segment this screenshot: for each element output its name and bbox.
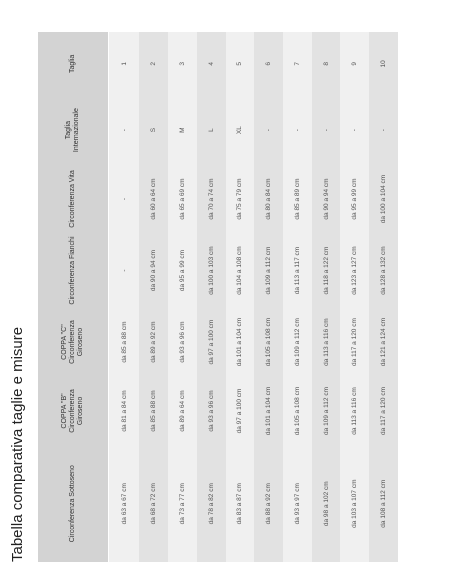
cell-taglia: 7: [283, 32, 312, 96]
cell-taglia: 5: [226, 32, 255, 96]
cell-sottoseno: da 103 a 107 cm: [340, 445, 369, 562]
cell-fianchi: da 90 a 94 cm: [139, 233, 168, 307]
table-row: [168, 32, 197, 562]
cell-sottoseno: da 78 a 82 cm: [197, 445, 226, 562]
column-header-coppa-b: COPPA "B" Circonferenza Giroseno: [38, 377, 109, 446]
table-row: [312, 32, 341, 562]
cell-coppa-c: da 101 a 104 cm: [226, 308, 255, 377]
cell-taglia: 3: [168, 32, 197, 96]
table-row: [340, 32, 369, 562]
cell-coppa-b: da 81 a 84 cm: [109, 377, 140, 446]
cell-coppa-c: da 97 a 100 cm: [197, 308, 226, 377]
cell-taglia: 9: [340, 32, 369, 96]
column-header-coppa-c: COPPA "C" Circonferenza Giroseno: [38, 308, 109, 377]
cell-sottoseno: da 93 a 97 cm: [283, 445, 312, 562]
cell-vita: da 90 a 94 cm: [312, 165, 341, 234]
table-row: [109, 32, 140, 562]
cell-taglia: 2: [139, 32, 168, 96]
page-title: Tabella comparativa taglie e misure: [9, 326, 26, 562]
cell-coppa-c: da 121 a 124 cm: [369, 308, 398, 377]
cell-vita: da 100 a 104 cm: [369, 165, 398, 234]
cell-coppa-c: da 93 a 96 cm: [168, 308, 197, 377]
cell-vita: da 65 a 69 cm: [168, 165, 197, 234]
cell-vita: da 95 a 99 cm: [340, 165, 369, 234]
cell-vita: da 70 a 74 cm: [197, 165, 226, 234]
cell-coppa-b: da 105 a 108 cm: [283, 377, 312, 446]
table-row: [254, 32, 283, 562]
cell-coppa-b: da 97 a 100 cm: [226, 377, 255, 446]
table-row: [197, 32, 226, 562]
column-header-fianchi: Circonferenza Fianchi: [38, 233, 109, 307]
cell-sottoseno: da 68 a 72 cm: [139, 445, 168, 562]
cell-fianchi: da 100 a 103 cm: [197, 233, 226, 307]
cell-coppa-c: da 117 a 120 cm: [340, 308, 369, 377]
cell-taglia: 4: [197, 32, 226, 96]
cell-taglia-internazionale: -: [312, 96, 341, 165]
cell-fianchi: da 123 a 127 cm: [340, 233, 369, 307]
cell-coppa-c: da 113 a 116 cm: [312, 308, 341, 377]
cell-taglia-internazionale: M: [168, 96, 197, 165]
cell-taglia-internazionale: -: [340, 96, 369, 165]
column-header-taglia: Taglia: [38, 32, 109, 96]
column-header-vita: Circonferenza Vita: [38, 165, 109, 234]
cell-coppa-c: da 105 a 108 cm: [254, 308, 283, 377]
cell-taglia-internazionale: -: [369, 96, 398, 165]
cell-fianchi: da 118 a 122 cm: [312, 233, 341, 307]
cell-sottoseno: da 63 a 67 cm: [109, 445, 140, 562]
cell-taglia-internazionale: -: [283, 96, 312, 165]
cell-coppa-c: da 85 a 88 cm: [109, 308, 140, 377]
cell-coppa-c: da 89 a 92 cm: [139, 308, 168, 377]
cell-coppa-b: da 89 a 64 cm: [168, 377, 197, 446]
cell-vita: da 80 a 84 cm: [254, 165, 283, 234]
cell-fianchi: da 113 a 117 cm: [283, 233, 312, 307]
cell-taglia-internazionale: -: [254, 96, 283, 165]
table-row: [283, 32, 312, 562]
cell-taglia: 8: [312, 32, 341, 96]
cell-coppa-b: da 93 a 96 cm: [197, 377, 226, 446]
cell-fianchi: da 109 a 112 cm: [254, 233, 283, 307]
cell-sottoseno: da 108 a 112 cm: [369, 445, 398, 562]
cell-fianchi: da 95 a 99 cm: [168, 233, 197, 307]
cell-fianchi: da 104 a 108 cm: [226, 233, 255, 307]
cell-taglia: 6: [254, 32, 283, 96]
cell-sottoseno: da 88 a 92 cm: [254, 445, 283, 562]
size-table: [38, 32, 398, 562]
cell-fianchi: da 128 a 132 cm: [369, 233, 398, 307]
table-row: [226, 32, 255, 562]
cell-coppa-c: da 109 a 112 cm: [283, 308, 312, 377]
cell-sottoseno: da 83 a 87 cm: [226, 445, 255, 562]
cell-vita: da 85 a 89 cm: [283, 165, 312, 234]
cell-coppa-b: da 113 a 116 cm: [340, 377, 369, 446]
table-row: [369, 32, 398, 562]
header-row: [38, 32, 109, 562]
cell-coppa-b: da 101 a 104 cm: [254, 377, 283, 446]
cell-sottoseno: da 98 a 102 cm: [312, 445, 341, 562]
cell-coppa-b: da 109 a 112 cm: [312, 377, 341, 446]
cell-vita: -: [109, 165, 140, 234]
cell-taglia-internazionale: L: [197, 96, 226, 165]
cell-sottoseno: da 73 a 77 cm: [168, 445, 197, 562]
table-row: [139, 32, 168, 562]
cell-vita: da 60 a 64 cm: [139, 165, 168, 234]
cell-taglia-internazionale: -: [109, 96, 140, 165]
cell-fianchi: -: [109, 233, 140, 307]
size-table-body: [109, 32, 399, 562]
cell-taglia-internazionale: S: [139, 96, 168, 165]
cell-coppa-b: da 85 a 88 cm: [139, 377, 168, 446]
size-table-header: [38, 32, 109, 562]
cell-vita: da 75 a 79 cm: [226, 165, 255, 234]
cell-taglia-internazionale: XL: [226, 96, 255, 165]
cell-taglia: 1: [109, 32, 140, 96]
column-header-sottoseno: Circonferenza Sottoseno: [38, 445, 109, 562]
cell-taglia: 10: [369, 32, 398, 96]
column-header-taglia-internazionale: Taglia Internazionale: [38, 96, 109, 165]
cell-coppa-b: da 117 a 120 cm: [369, 377, 398, 446]
